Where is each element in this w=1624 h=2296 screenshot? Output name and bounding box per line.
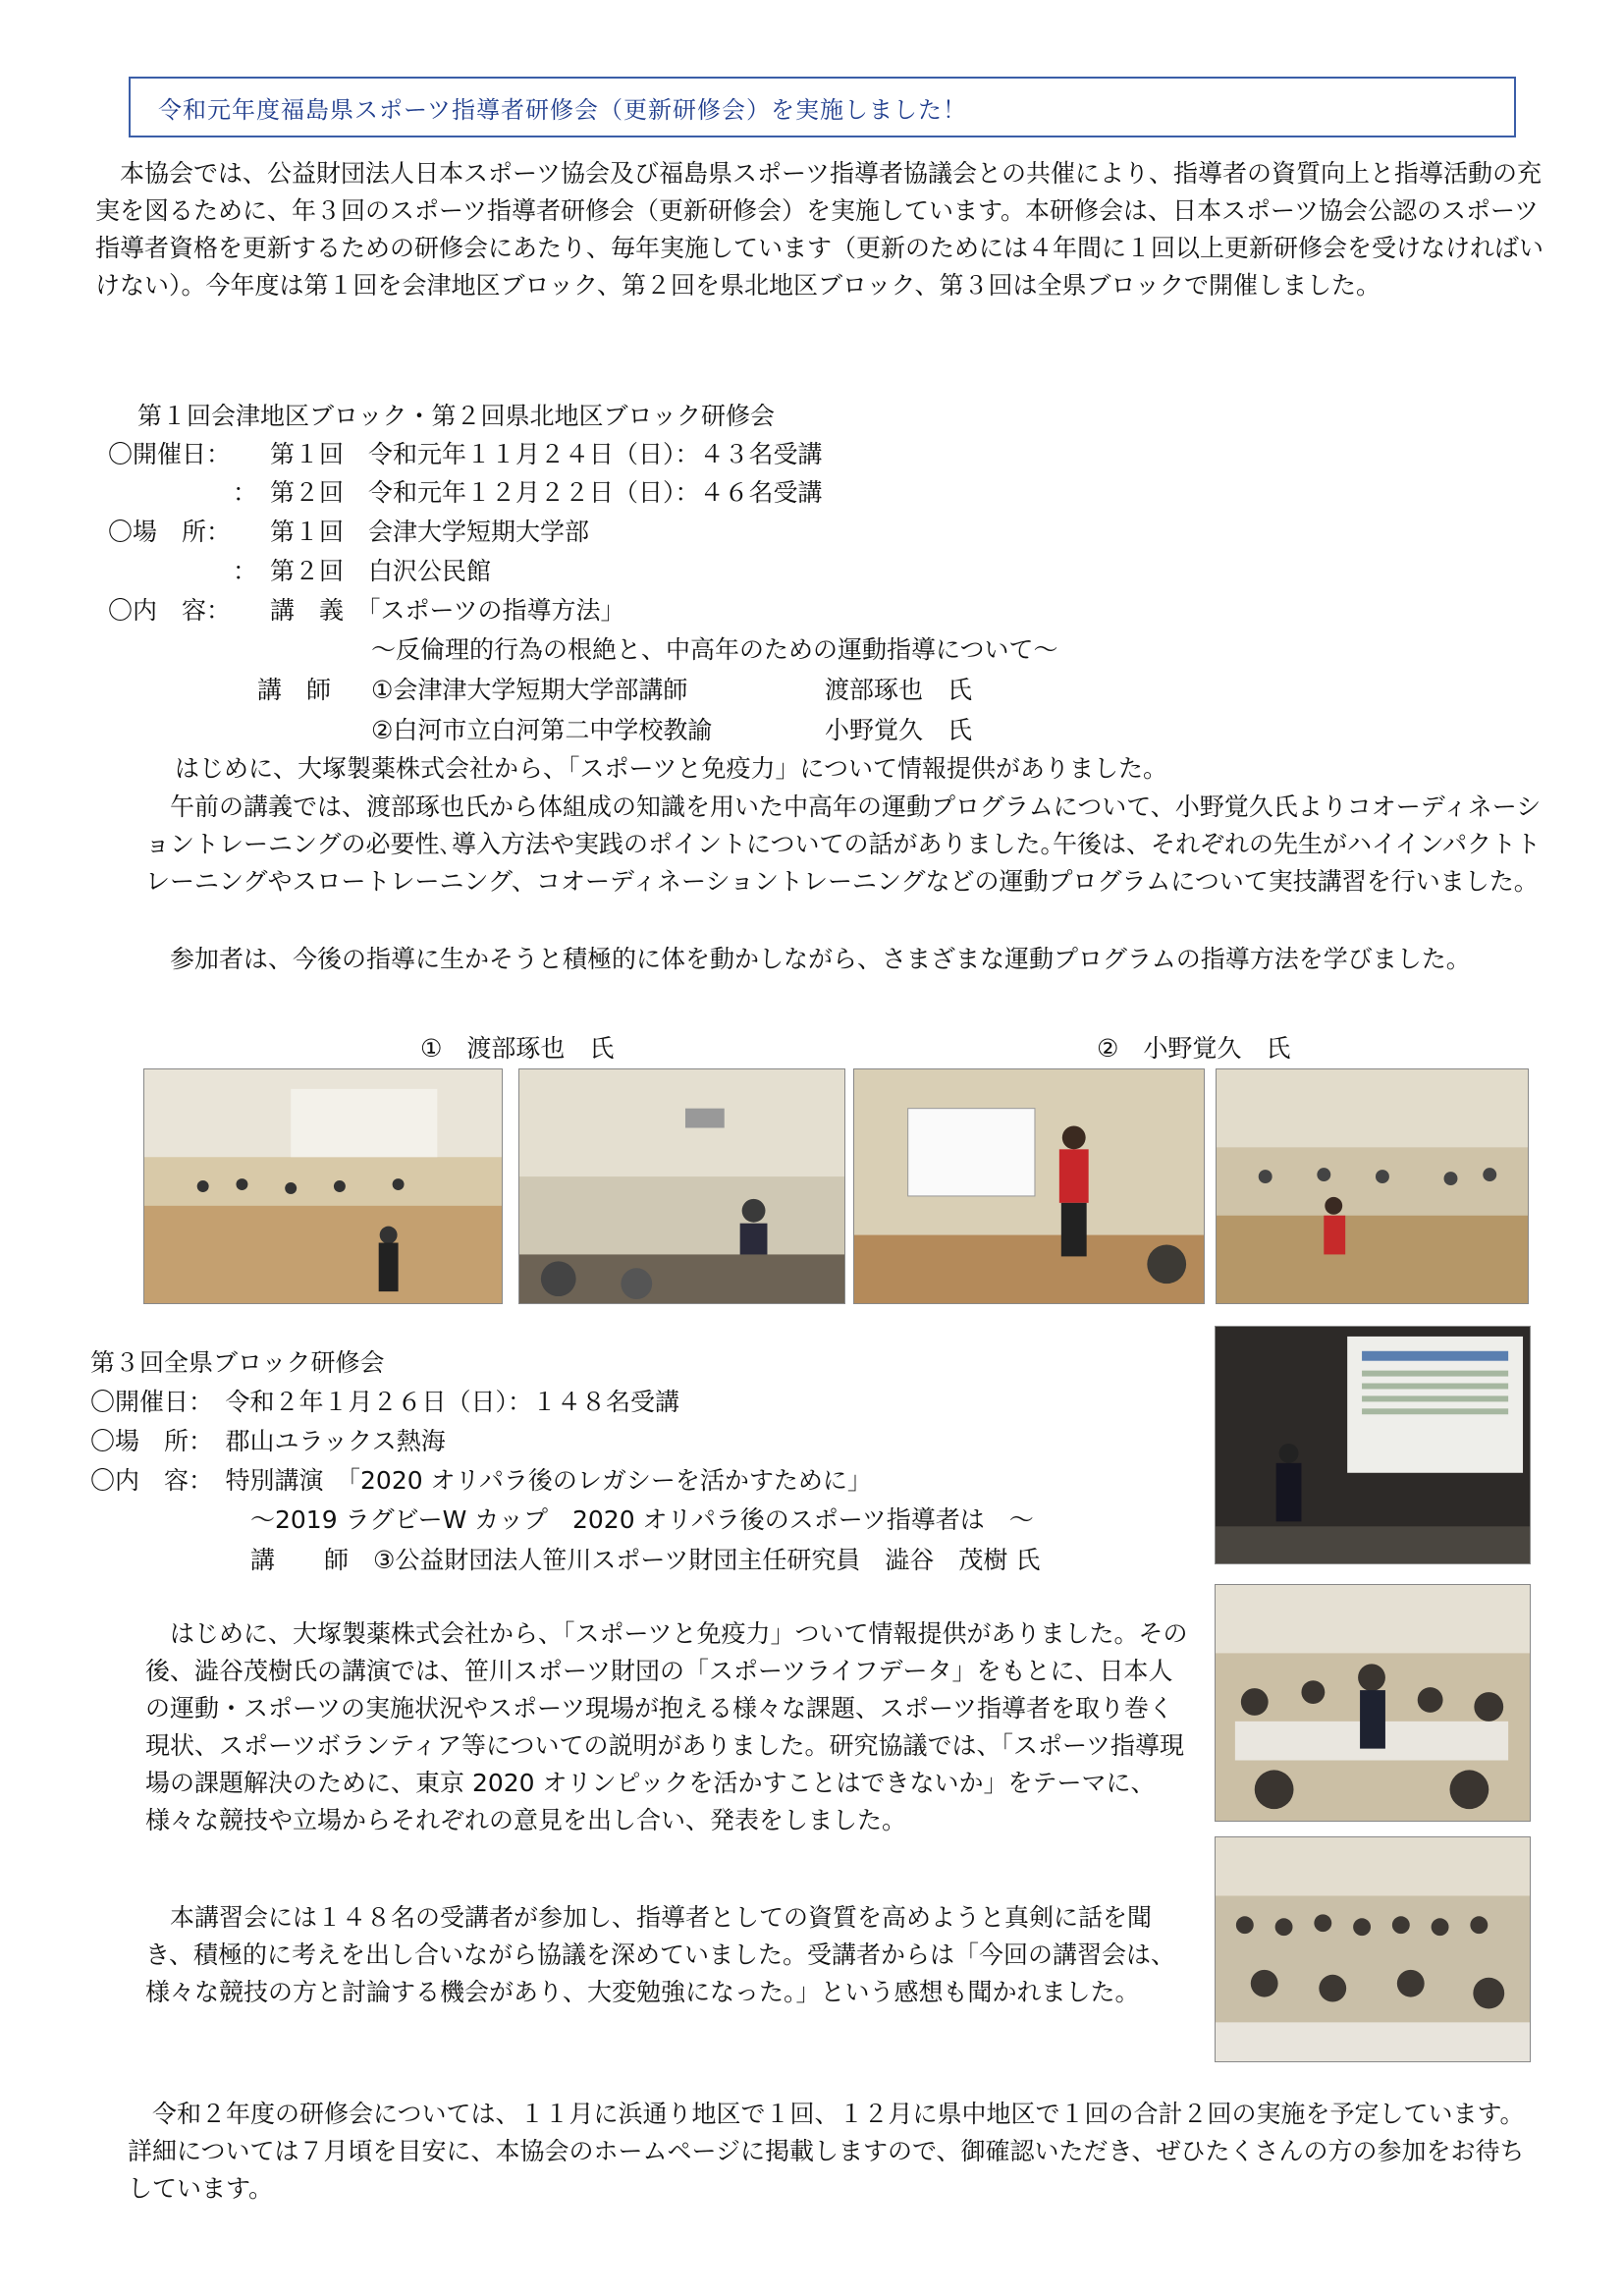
date-1: 第１回 令和元年１１月２４日（日）：４３名受講 (270, 440, 823, 468)
section2-lecturer: 講 師 ③公益財団法人笹川スポーツ財団主任研究員 澁谷 茂樹 氏 (250, 1546, 1041, 1574)
colon: ： (233, 557, 258, 585)
section1-heading: 第１回会津地区ブロック・第２回県北地区ブロック研修会 (137, 402, 776, 430)
photo-gym-exercise (143, 1068, 503, 1304)
lecturer-2-name: 小野覚久 氏 (825, 716, 973, 744)
section1-p2: 午前の講義では、渡部琢也氏から体組成の知識を用いた中高年の運動プログラムについて、小野覚久氏よりコオーディネーショントレーニングの必要性､導入方法や実践のポイントについての話がありました｡午後は、それぞれの先生がハイインパクトトレーニングやスロートレーニング、コオーディネーショントレーニングなどの運動プログラムについて実技講習を行いました。 (145, 793, 1542, 896)
lecture-title: 講 義 「スポーツの指導方法」 (270, 596, 625, 625)
photo-caption-1: ① 渡部琢也 氏 (420, 1034, 615, 1063)
colon: ： (233, 478, 258, 507)
place-2: 第２回 白沢公民館 (270, 557, 492, 585)
section1-body (175, 750, 1549, 788)
date-2: 第２回 令和元年１２月２２日（日）：４６名受講 (270, 478, 823, 507)
lecture-subtitle: ～反倫理的行為の根絶と、中高年のための運動指導について～ (371, 635, 1058, 664)
content-label: 〇内 容： (108, 596, 232, 625)
section2-content: 〇内 容： 特別講演 「2020 オリパラ後のレガシーを活かすために」 (90, 1466, 872, 1495)
photo-caption-2: ② 小野覚久 氏 (1097, 1034, 1291, 1063)
lecturer-label: 講 師 (257, 676, 332, 704)
section2-p1: はじめに、大塚製薬株式会社から、「スポーツと免疫力」ついて情報提供がありました。その後、澁谷茂樹氏の講演では、笹川スポーツ財団の「スポーツライフデータ」をもとに、日本人の運動・スポーツの実施状況やスポーツ現場が抱える様々な課題、スポーツ指導者を取り巻く現状、スポーツボランティア等についての説明がありました。研究協議では、「スポーツ指導現場の課題解決のために、東京 2020 オリンピックを活かすことはできないか」をテーマに、様々な競技や立場からそれぞれの意見を出し合い、発表をしました。 (145, 1619, 1188, 1834)
photo-whiteboard-instructor (853, 1068, 1205, 1304)
date-label: 〇開催日： (108, 440, 232, 468)
lecturer-2: ②白河市立白河第二中学校教諭 (371, 716, 713, 744)
closing-paragraph: 令和２年度の研修会については、１１月に浜通り地区で１回、１２月に県中地区で１回の合計２回の実施を予定しています。詳細については７月頃を目安に、本協会のホームページに掲載しますので、御確認いただき、ぜひたくさんの方の参加をお待ちしています。 (128, 2100, 1525, 2203)
section1-p3: 参加者は、今後の指導に生かそうと積極的に体を動かしながら、さまざまな運動プログラムの指導方法を学びました。 (170, 945, 1471, 973)
place-1: 第１回 会津大学短期大学部 (270, 518, 590, 546)
section2-heading: 第３回全県ブロック研修会 (90, 1348, 385, 1377)
photo-group-discussion-1 (1215, 1584, 1531, 1822)
section1-p1: はじめに、大塚製薬株式会社から、「スポーツと免疫力」について情報提供がありました。 (175, 754, 1168, 783)
section2-date: 〇開催日： 令和２年１月２６日（日）：１４８名受講 (90, 1388, 680, 1416)
section2-place: 〇場 所： 郡山ユラックス熱海 (90, 1427, 446, 1455)
intro-paragraph: 本協会では、公益財団法人日本スポーツ協会及び福島県スポーツ指導者協議会との共催により、指導者の資質向上と指導活動の充実を図るために、年３回のスポーツ指導者研修会（更新研修会）を実施しています。本研修会は、日本スポーツ協会公認のスポーツ指導者資格を更新するための研修会にあたり、毎年実施しています（更新のためには４年間に１回以上更新研修会を受けなければいけない）。今年度は第１回を会津地区ブロック、第２回を県北地区ブロック、第３回は全県ブロックで開催しました。 (95, 159, 1544, 300)
lecturer-1: ①会津津大学短期大学部講師 (371, 676, 688, 704)
lecturer-1-name: 渡部琢也 氏 (825, 676, 973, 704)
place-label: 〇場 所： (108, 518, 232, 546)
photo-hall-exercise (1216, 1068, 1529, 1304)
section2-p2: 本講習会には１４８名の受講者が参加し、指導者としての資質を高めようと真剣に話を聞き、積極的に考えを出し合いながら協議を深めていました。受講者からは「今回の講習会は、様々な競技の方と討論する機会があり、大変勉強になった。」という感想も聞かれました。 (145, 1903, 1176, 2006)
photo-lecture-room (518, 1068, 845, 1304)
section2-subtitle: ～2019 ラグビーW カップ 2020 オリパラ後のスポーツ指導者は ～ (250, 1505, 1034, 1534)
page-title: 令和元年度福島県スポーツ指導者研修会（更新研修会）を実施しました！ (129, 77, 1516, 137)
photo-keynote-slide (1215, 1326, 1531, 1564)
photo-group-discussion-2 (1215, 1836, 1531, 2062)
